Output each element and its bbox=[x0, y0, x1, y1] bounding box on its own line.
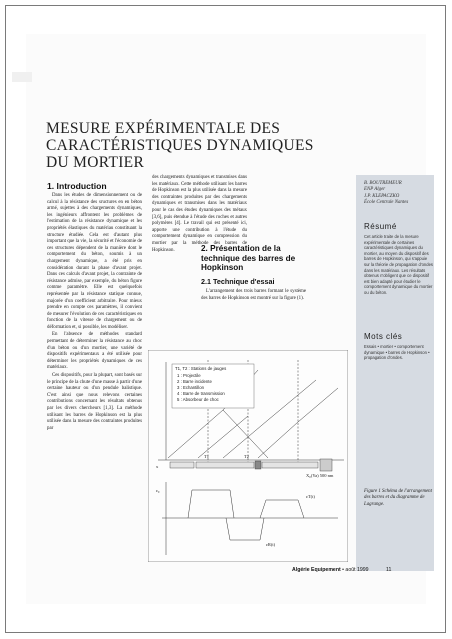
body-column-2 bbox=[152, 175, 247, 254]
legend-item: 4 : Barre de transmission bbox=[177, 391, 225, 396]
paragraph: L'arrangement des trois barres formant le système des barres de Hopkinson est montré sur la figure (1). bbox=[201, 289, 306, 301]
author-line: J.P. KLEPACZKO bbox=[364, 193, 400, 199]
page-number: 11 bbox=[385, 567, 392, 573]
paragraph: En l'absence de méthodes standard permettant de déterminer la résistance au choc d'un béton ou d'un mortier, une variété de dispositifs expérimentaux a été utilisée pour déterminer les propriétés dynamiques de ces matériaux. bbox=[47, 332, 142, 371]
title-line: CARACTÉRISTIQUES DYNAMIQUES bbox=[46, 137, 314, 154]
shock-absorber bbox=[320, 459, 332, 471]
paragraph: Dans les études de dimensionnement ou de calcul à la résistance des sructures en en béton armé, sujettes à des chargements dynamiques, les ingénieurs affrontent les problèmes de l'estimation de la résistance dynamique et les propriétés élastiques du matériau constituant la structure étudiée. Cela est d'autant plus important que la vie, la sécurité et l'économie de ces structures dépendent de la manière dont le comportement du béton, soumis à un chargement dynamique, a été pris en considération durant la phase d'avant projet. Dans ces calculs d'avant projet, la contrainte de résistance admise, par exemple, du béton figure comme paramètre. Elle est quelquefois représentée par la résistance statique connue, majorée d'un coefficient arbitraire. Pour mieux prendre en compte ces paramètres, il convient de mesurer l'évolution de ces caractéristiques en fonction de la vitesse de chargement ou de déformation et, si possible, les modéliser. bbox=[47, 193, 142, 330]
gauge-label: T2 bbox=[244, 454, 249, 459]
author-line: B. BOUTREMEUR bbox=[364, 181, 402, 186]
subsection-heading: 2.1 Technique d'essai bbox=[201, 277, 275, 286]
author-line: École Centrale Nantes bbox=[364, 200, 409, 206]
article-title bbox=[46, 120, 314, 171]
author-block bbox=[364, 181, 434, 207]
legend-item: 1 : Projectile bbox=[177, 373, 201, 378]
paragraph: Ces dispositifs, pour la plupart, sont basés sur le principe de la chute d'une masse à partir d'une certaine hauteur ou d'un pendule balistique. C'est ainsi que nous relevons certaines contributions concernant les résultats obtenus par les divers chercheurs [1,3]. La méthode utilisant les barres de Hopkinson est la plus utilisée dans la mesure des contraintes produites par bbox=[47, 373, 142, 431]
signal-label: εR(t) bbox=[266, 542, 276, 547]
section-heading-hopkinson: 2. Présentation de la technique des barres de Hopkinson bbox=[201, 244, 296, 273]
page-edge-shadow bbox=[12, 72, 32, 82]
keywords-text: Essais • mortier • comportement dynamique • barres de Hopkinson • propagation d'ondes. bbox=[364, 344, 430, 361]
projectile-bar bbox=[170, 462, 194, 468]
title-line: MESURE EXPÉRIMENTALE DES bbox=[46, 120, 281, 137]
paragraph: des chargements dynamiques et transmises dans les matériaux. Cette méthode utilisant les barres de Hopkinson est la plus utilisée dans la mesure des contraintes produites par des chargements dynamiques et transmises dans les matériaux pour le cas des études dynamiques des métaux [3,6], puis étendue à l'étude des roches et autres polymères [4]. Le travail qui est présenté ici, apporte une contribution à l'étude du comportement dynamique en compression du mortier par la méthode des barres de Hopkinson. bbox=[152, 175, 247, 253]
figure-1-diagram bbox=[148, 350, 348, 562]
issue-date: • août 1999 bbox=[342, 567, 369, 573]
section-heading-introduction: 1. Introduction bbox=[47, 181, 107, 191]
gauge-label: T1 bbox=[204, 454, 209, 459]
figure-caption: Figure 1 Schéma de l'arrangement des barres et du diagramme de Lagrange. bbox=[364, 489, 432, 507]
scale-label: X₀(Ya) 500 nm bbox=[306, 473, 334, 478]
legend-item: 5 : Absorbeur de choc bbox=[177, 397, 219, 402]
incident-bar bbox=[196, 462, 254, 468]
legend-item: 3 : Echantillon bbox=[177, 385, 204, 390]
resume-heading: Résumé bbox=[364, 222, 397, 231]
specimen bbox=[255, 461, 261, 469]
signal-label: εT(t) bbox=[306, 494, 315, 499]
legend-item: 2 : Barre incidente bbox=[177, 379, 212, 384]
legend-item: T1, T2 : Stations de jauges bbox=[175, 366, 227, 371]
journal-name: Algérie Equipement bbox=[292, 567, 341, 573]
signal-label: ε₀ bbox=[156, 488, 160, 493]
title-line: DU MORTIER bbox=[46, 154, 145, 171]
keywords-heading: Mots clés bbox=[364, 332, 403, 341]
axis-label: x bbox=[156, 464, 159, 469]
transmission-bar bbox=[262, 462, 318, 468]
author-line: ENP Alger bbox=[364, 187, 386, 193]
page-footer bbox=[292, 567, 391, 573]
body-column-3 bbox=[201, 289, 306, 302]
body-column-1 bbox=[47, 193, 142, 433]
resume-text: Cet article traite de la mesure expérimentale de certaines caractéristiques dynamiques du mortier, au moyen du dispositif des barres de Hopkinson, qui s'appuie sur la théorie de propagation d'ondes dans les matériaux. Les résultats obtenus n'obligent que ce dispositif est bien adapté pour étudier le comportement dynamique du mortier ou du béton. bbox=[364, 234, 434, 295]
